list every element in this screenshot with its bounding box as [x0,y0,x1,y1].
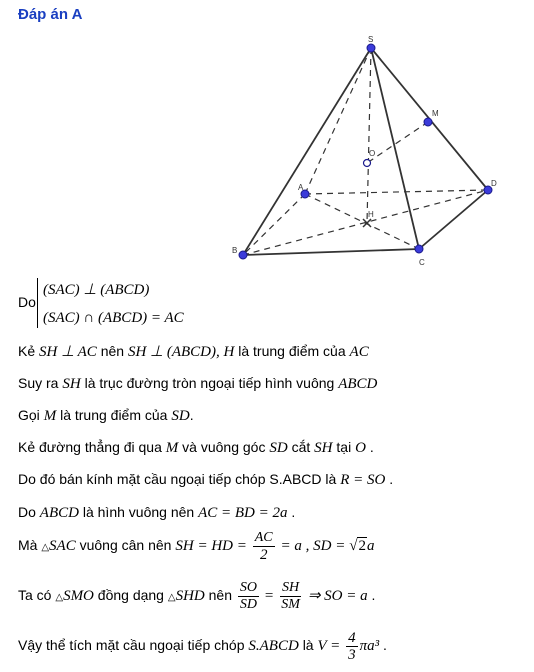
label-S: S [368,35,374,44]
edge-SA [305,48,371,194]
edge-CD [419,190,488,249]
sqrt-radicand: 2 [358,538,366,555]
sqrt-symbol: √ [349,538,358,555]
point-O [364,160,371,167]
math: SH = HD = [175,538,247,555]
equation-system [43,276,184,332]
math: V = [317,638,341,655]
math: ⇒ SO = a [307,588,368,605]
text: Gọi [18,407,40,423]
text: là [302,637,314,654]
math: S.ABCD [248,638,299,655]
text: cắt [291,439,311,455]
text: vuông cân nên [79,537,172,554]
numerator: AC [254,530,273,545]
equals-sign: = [264,588,274,605]
math: SD [171,408,190,424]
point-S [367,44,375,52]
text: Kẻ [18,343,36,359]
text-line-9 [18,630,387,663]
math: SD [269,440,288,456]
text-line-6 [18,504,295,522]
text: . [291,504,296,520]
text: . [383,637,387,654]
math: = a , SD = [280,538,346,555]
math: SH [62,376,81,392]
text: là hình vuông nên [82,504,195,520]
fraction-ac-2 [253,530,275,563]
text-line-7 [18,530,374,563]
math: AC [349,344,369,360]
label-C: C [419,258,425,267]
math: a [366,538,375,555]
system-eq-1: (SAC) ⊥ (ABCD) [43,282,150,298]
triangle-symbol: △ [41,542,50,554]
text: Kẻ đường thẳng đi qua [18,439,162,455]
label-B: B [232,246,238,255]
math: SMO [63,588,94,605]
math: ABCD [338,376,378,392]
text: là trung điểm của [238,343,346,359]
math: SH ⊥ (ABCD), H [127,344,235,360]
math: ABCD [39,505,79,521]
text-line-8 [18,580,375,613]
text: Do đó bán kính mặt cầu ngoại tiếp chóp S.ABCD là [18,471,337,487]
text-do: Do [18,294,36,310]
text: . [389,471,394,487]
fraction-4-3 [346,630,358,663]
math: πa³ [359,638,380,655]
denominator: SM [281,597,300,612]
triangle-symbol: △ [55,592,64,604]
text: nên [208,587,232,604]
math: SHD [175,588,205,605]
numerator: 4 [348,630,356,646]
label-M: M [432,109,439,118]
point-M [424,118,432,126]
denominator: 3 [348,647,356,663]
label-A: A [298,183,304,192]
text-line-3 [18,407,194,425]
triangle-symbol: △ [167,592,176,604]
text: Suy ra [18,375,59,391]
text: Mà [18,537,38,554]
text: Ta có [18,587,52,604]
text: là trục đường tròn ngoại tiếp hình vuông [84,375,335,391]
text: đồng dạng [97,587,164,604]
edge-BC [243,249,419,255]
text: Vậy thể tích mặt cầu ngoại tiếp chóp [18,637,245,654]
edge-AB [243,194,305,255]
text-line-1 [18,342,369,361]
height-SH [367,48,371,223]
fraction-sh-sm [279,580,302,613]
math: SH [314,440,333,456]
denominator: 2 [259,547,268,563]
point-C [415,245,423,253]
label-O: O [369,149,376,158]
text: Do [18,504,36,520]
pyramid-figure [228,30,508,270]
denominator: SD [239,597,257,612]
math: M [165,440,179,456]
math: M [43,408,57,424]
answer-heading: Đáp án A [18,6,83,23]
label-D: D [491,179,497,188]
text: . [369,439,374,455]
numerator: SH [282,580,300,595]
text: nên [100,343,125,359]
text: tại [336,439,352,455]
math: R = SO [340,472,386,488]
text: và vuông góc [182,439,266,455]
numerator: SO [239,580,257,595]
text-line-2 [18,375,377,393]
text: . [189,407,194,423]
edge-AD [305,190,488,194]
math: O [355,440,366,456]
math: AC = BD = 2a [198,505,288,521]
text-line-4 [18,439,374,457]
system-eq-2: (SAC) ∩ (ABCD) = AC [43,310,184,326]
text: là trung điểm của [60,407,168,423]
edge-SB [243,48,371,255]
text: . [371,587,376,604]
label-H: H [368,210,374,219]
text-line-5 [18,471,393,489]
math: SAC [49,538,76,555]
point-B [239,251,247,259]
math: SH ⊥ AC [39,344,97,360]
diag-AC [305,194,419,249]
fraction-so-sd [238,580,259,613]
